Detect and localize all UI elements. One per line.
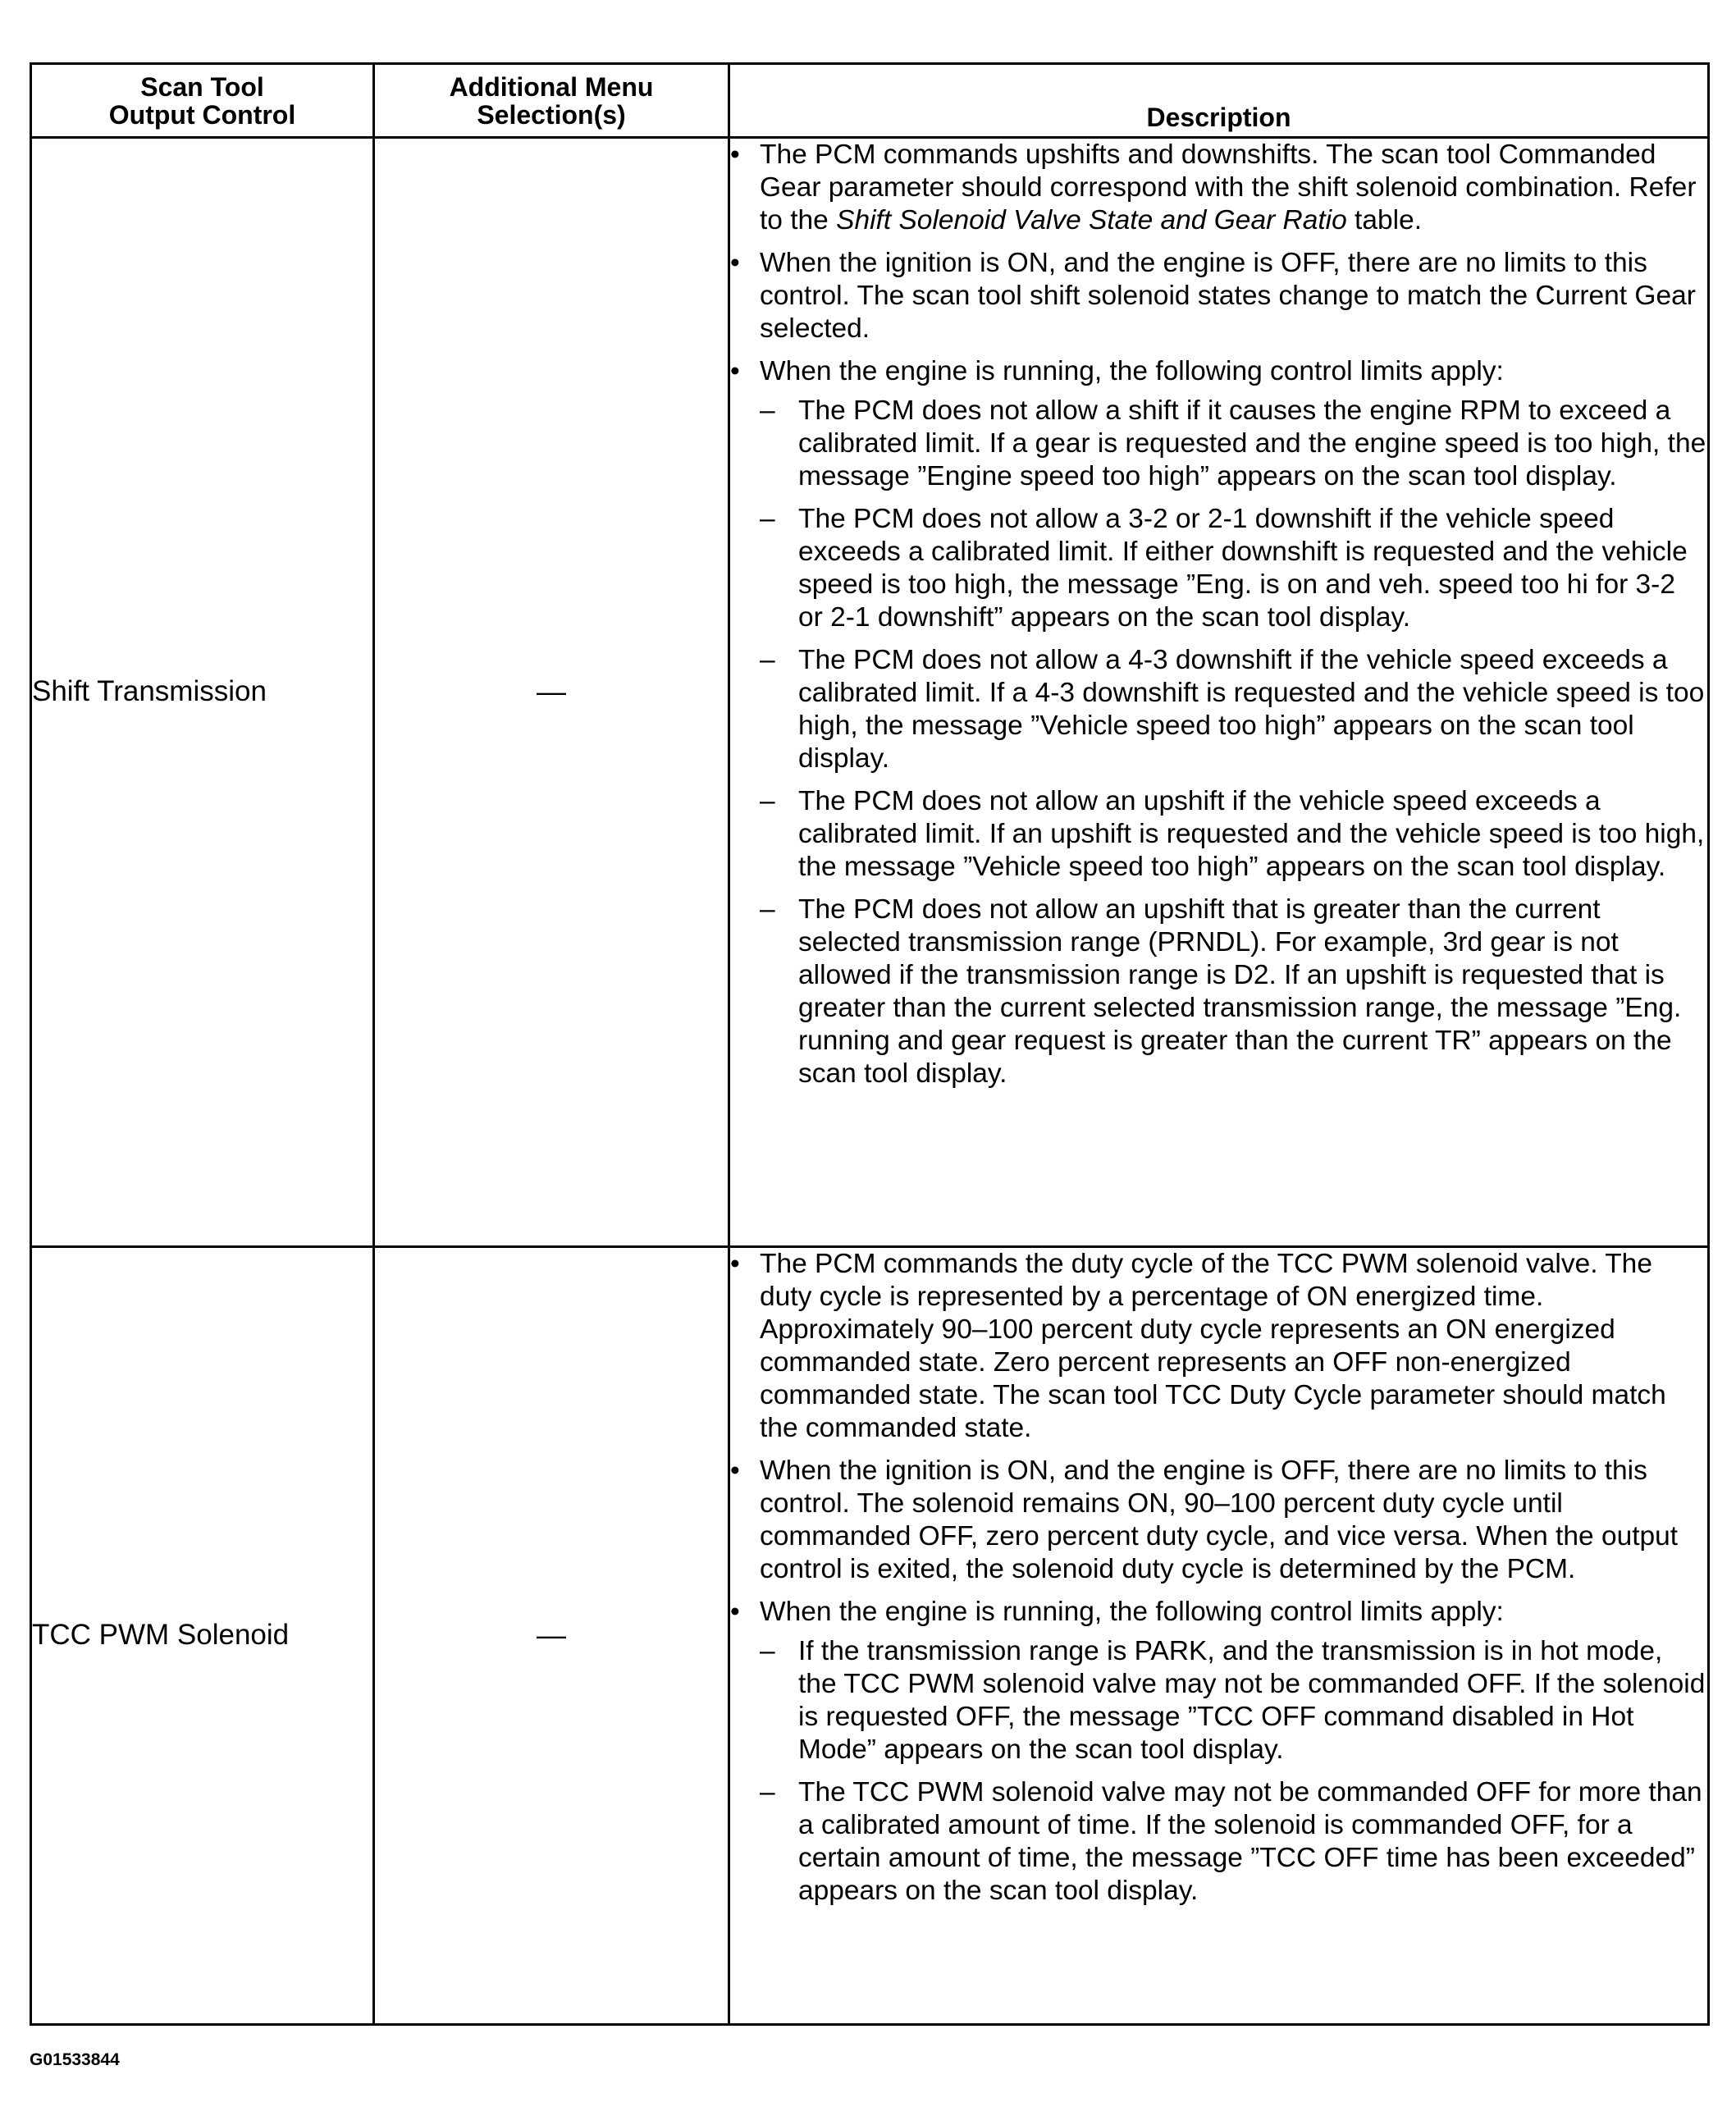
bullet-text: The PCM commands the duty cycle of the TCC PWM solenoid valve. The duty cycle is represented by a percentage of ON energized time. Approximately 90–100 percent duty cycle represents an ON energized commanded state. Zero percent represents an OFF non-energized commanded state. The scan tool TCC Duty Cycle parameter should match the commanded state. bbox=[760, 1248, 1666, 1443]
output-control-table bbox=[30, 62, 1710, 2026]
header-line: Scan Tool bbox=[140, 71, 264, 102]
description-bullet bbox=[730, 355, 1707, 1090]
bullet-text: When the ignition is ON, and the engine is OFF, there are no limits to this control. The solenoid remains ON, 90–100 percent duty cycle until commanded OFF, zero percent duty cycle, and vice versa. When the output control is exited, the solenoid duty cycle is determined by the PCM. bbox=[760, 1455, 1679, 1584]
header-line: Selection(s) bbox=[477, 99, 626, 130]
header-scan-tool-output-control bbox=[31, 64, 374, 138]
figure-id: G01533844 bbox=[30, 2050, 120, 2069]
table-row-tcc-pwm-solenoid bbox=[31, 1246, 1709, 2024]
description-bullet bbox=[730, 1596, 1707, 1908]
control-limits-list bbox=[760, 1635, 1707, 1908]
bullet-italic-text: Shift Solenoid Valve State and Gear Ratio bbox=[836, 205, 1347, 235]
description-bullet bbox=[730, 139, 1707, 237]
menu-selection-cell: — bbox=[374, 1246, 729, 2024]
table-row-shift-transmission bbox=[31, 138, 1709, 1247]
header-line: Output Control bbox=[108, 99, 296, 130]
description-cell bbox=[729, 138, 1709, 1247]
output-control-cell: Shift Transmission bbox=[31, 138, 374, 1247]
header-line: Additional Menu bbox=[449, 71, 654, 102]
control-limit-item: – The PCM does not allow an upshift if the vehicle speed exceeds a calibrated limit. If an upshift is requested and the vehicle speed is too high, the message ”Vehicle speed too high” appears on the scan tool display. bbox=[760, 785, 1707, 884]
bullet-text: The PCM commands upshifts and downshifts. The scan tool Commanded Gear parameter should correspond with the shift solenoid combination. Refer to the bbox=[760, 139, 1697, 235]
description-bullet bbox=[730, 247, 1707, 345]
description-list bbox=[730, 1248, 1707, 1908]
description-list bbox=[730, 139, 1707, 1090]
header-row bbox=[31, 64, 1709, 138]
control-limit-item: – If the transmission range is PARK, and the transmission is in hot mode, the TCC PWM solenoid valve may not be commanded OFF. If the solenoid is requested OFF, the message ”TCC OFF command disabled in Hot Mode” appears on the scan tool display. bbox=[760, 1635, 1707, 1766]
header-additional-menu-selections bbox=[374, 64, 729, 138]
header-line: Description bbox=[1146, 103, 1291, 132]
control-limit-item: – The PCM does not allow a shift if it causes the engine RPM to exceed a calibrated limit. If a gear is requested and the engine speed is too high, the message ”Engine speed too high” appears on the scan tool display. bbox=[760, 395, 1707, 493]
bullet-text: table. bbox=[1346, 205, 1423, 235]
control-limits-list bbox=[760, 395, 1707, 1090]
bullet-text: When the ignition is ON, and the engine is OFF, there are no limits to this control. The scan tool shift solenoid states change to match the Current Gear selected. bbox=[760, 248, 1696, 344]
control-limit-item: – The PCM does not allow a 4-3 downshift if the vehicle speed exceeds a calibrated limit. If a 4-3 downshift is requested and the vehicle speed is too high, the message ”Vehicle speed too high” appears on the scan tool display. bbox=[760, 644, 1707, 775]
menu-selection-cell: — bbox=[374, 138, 729, 1247]
description-cell bbox=[729, 1246, 1709, 2024]
bullet-text: When the engine is running, the following control limits apply: bbox=[760, 356, 1504, 386]
control-limit-item: – The TCC PWM solenoid valve may not be commanded OFF for more than a calibrated amount of time. If the solenoid is commanded OFF, for a certain amount of time, the message ”TCC OFF time has been exceeded” appears on the scan tool display. bbox=[760, 1776, 1707, 1908]
control-limit-item: – The PCM does not allow an upshift that is greater than the current selected transmission range (PRNDL). For example, 3rd gear is not allowed if the transmission range is D2. If an upshift is requested that is greater than the current selected transmission range, the message ”Eng. running and gear request is greater than the current TR” appears on the scan tool display. bbox=[760, 893, 1707, 1090]
control-limit-item: – The PCM does not allow a 3-2 or 2-1 downshift if the vehicle speed exceeds a calibrated limit. If either downshift is requested and the vehicle speed is too high, the message ”Eng. is on and veh. speed too hi for 3-2 or 2-1 downshift” appears on the scan tool display. bbox=[760, 503, 1707, 634]
bullet-text: When the engine is running, the following control limits apply: bbox=[760, 1596, 1504, 1627]
header-description bbox=[729, 64, 1709, 138]
output-control-cell: TCC PWM Solenoid bbox=[31, 1246, 374, 2024]
description-bullet bbox=[730, 1455, 1707, 1586]
description-bullet bbox=[730, 1248, 1707, 1445]
